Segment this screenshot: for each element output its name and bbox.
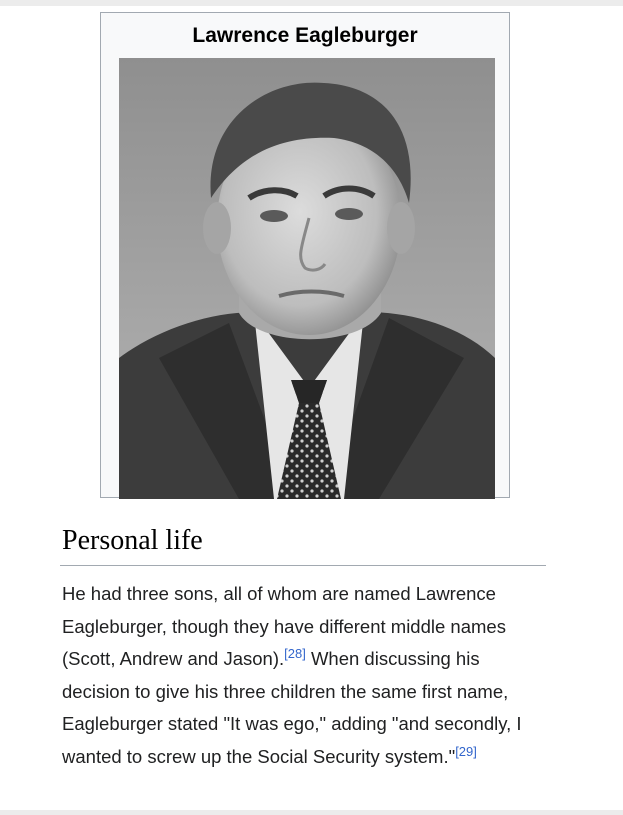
heading-divider [60,565,546,566]
reference-29-link[interactable]: [29] [455,743,477,759]
reference-28-link[interactable]: [28] [284,646,306,661]
personal-life-paragraph [62,578,552,773]
infobox [100,12,510,498]
portrait-image [119,58,495,499]
bottom-edge-strip [0,810,623,815]
paragraph-text: When discussing his decision to give his three children the same first name, Eagleburger stated "It was ego," adding "and secondly, I wanted to screw up the Social Security system." [62,648,522,767]
paragraph-text: He had three sons, all of whom are named Lawrence Eagleburger, though they have different middle names (Scott, Andrew and Jason). [62,583,506,669]
infobox-title: Lawrence Eagleburger [192,24,418,47]
top-edge-strip [0,0,623,6]
section-heading: Personal life [62,525,203,556]
portrait-photo[interactable] [119,58,495,499]
